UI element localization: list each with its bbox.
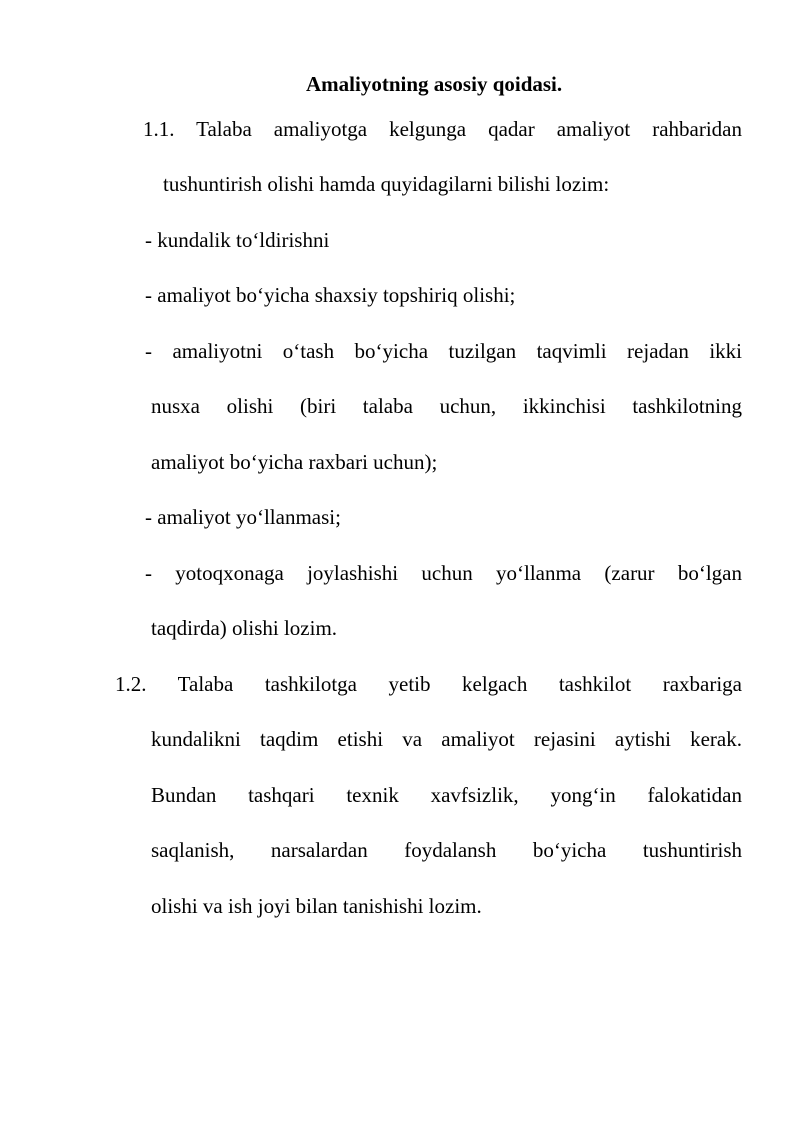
document-title: Amaliyotning asosiy qoidasi. xyxy=(306,72,563,96)
list-item-continuation: nusxa olishi (biri talaba uchun, ikkinchisi tashkilotning xyxy=(151,394,742,418)
paragraph-line: saqlanish, narsalardan foydalansh bo‘yicha tushuntirish xyxy=(151,838,742,862)
paragraph-line: tushuntirish olishi hamda quyidagilarni bilishi lozim: xyxy=(163,172,610,196)
list-item: - amaliyotni o‘tash bo‘yicha tuzilgan taqvimli rejadan ikki xyxy=(145,339,742,363)
paragraph-line: 1.2. Talaba tashkilotga yetib kelgach tashkilot raxbariga xyxy=(115,672,742,696)
list-item-continuation: amaliyot bo‘yicha raxbari uchun); xyxy=(151,450,438,474)
list-item: - amaliyot yo‘llanmasi; xyxy=(145,505,341,529)
paragraph-line: Bundan tashqari texnik xavfsizlik, yong‘in falokatidan xyxy=(151,783,742,807)
list-item: - amaliyot bo‘yicha shaxsiy topshiriq olishi; xyxy=(145,283,516,307)
list-item: - kundalik to‘ldirishni xyxy=(145,228,330,252)
paragraph-line: 1.1. Talaba amaliyotga kelgunga qadar amaliyot rahbaridan xyxy=(143,117,742,141)
paragraph-line: kundalikni taqdim etishi va amaliyot rejasini aytishi kerak. xyxy=(151,727,742,751)
paragraph-line: olishi va ish joyi bilan tanishishi lozim. xyxy=(151,894,482,918)
list-item: - yotoqxonaga joylashishi uchun yo‘llanma (zarur bo‘lgan xyxy=(145,561,742,585)
list-item-continuation: taqdirda) olishi lozim. xyxy=(151,616,338,640)
